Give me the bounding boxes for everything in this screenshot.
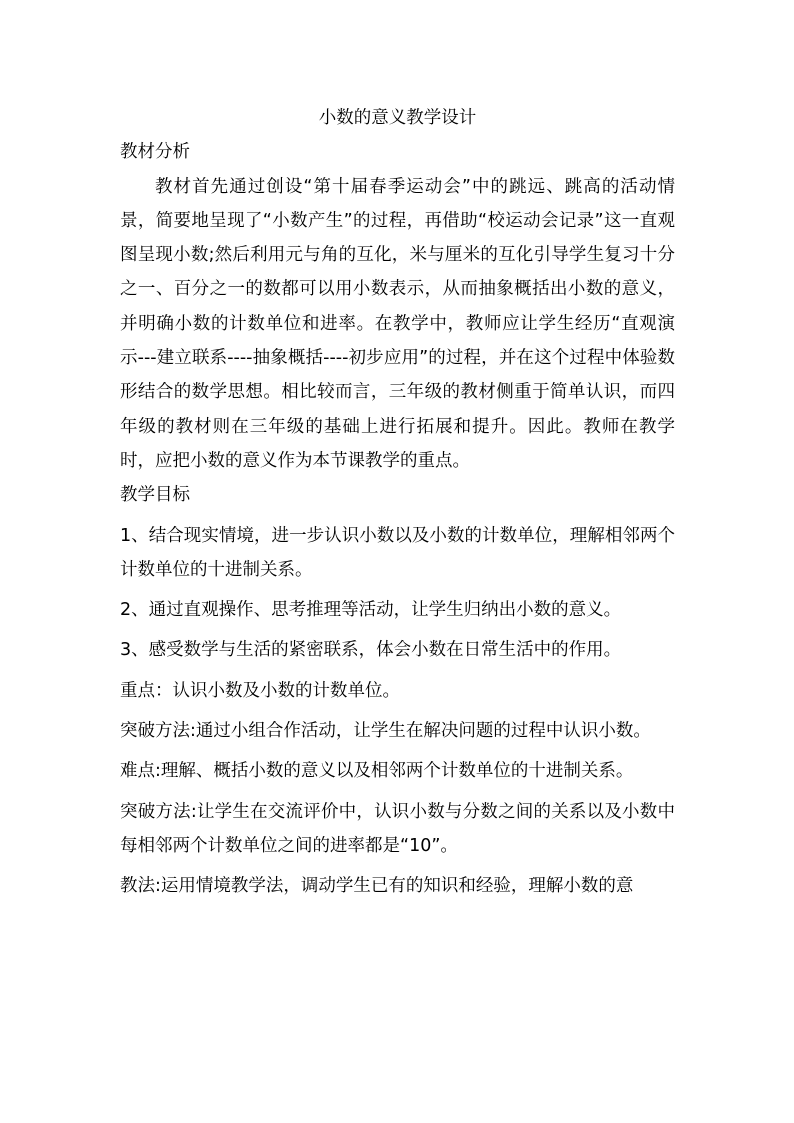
- difficulty-point: 难点:理解、概括小数的意义以及相邻两个计数单位的十进制关系。: [120, 761, 634, 782]
- section-heading-goals: 教学目标: [120, 485, 190, 506]
- analysis-paragraph: 教材首先通过创设“第十届春季运动会”中的跳远、跳高的活动情景，简要地呈现了“小数产生”的过程，再借助“校运动会记录”这一直观图呈现小数;然后利用元与角的互化，米与厘米的互化引导学生复习十分之一、百分之一的数都可以用小数表示，从而抽象概括出小数的意义，并明确小数的计数单位和进率。在教学中，教师应让学生经历“直观演示---建立联系----抽象概括----初步应用”的过程，并在这个过程中体验数形结合的数学思想。相比较而言，三年级的教材侧重于简单认识，而四年级的教材则在三年级的基础上进行拓展和提升。因此。教师在教学时，应把小数的意义作为本节课教学的重点。: [120, 176, 675, 471]
- key-point: 重点：认识小数及小数的计数单位。: [120, 680, 400, 701]
- goal-item-2: 2、通过直观操作、思考推理等活动，让学生归纳出小数的意义。: [120, 600, 622, 621]
- goal-item-3: 3、感受数学与生活的紧密联系，体会小数在日常生活中的作用。: [120, 640, 622, 661]
- section-heading-analysis: 教材分析: [120, 142, 190, 163]
- key-point-method: 突破方法:通过小组合作活动，让学生在解决问题的过程中认识小数。: [120, 721, 651, 742]
- goal-item-1: 1、结合现实情境，进一步认识小数以及小数的计数单位，理解相邻两个计数单位的十进制关系。: [120, 525, 675, 580]
- teaching-method: 教法:运用情境教学法，调动学生已有的知识和经验，理解小数的意: [120, 876, 634, 897]
- document-title: 小数的意义教学设计: [318, 108, 477, 128]
- document-body: [120, 101, 675, 904]
- difficulty-method: 突破方法:让学生在交流评价中，认识小数与分数之间的关系以及小数中每相邻两个计数单位之间的进率都是“10”。: [120, 801, 675, 856]
